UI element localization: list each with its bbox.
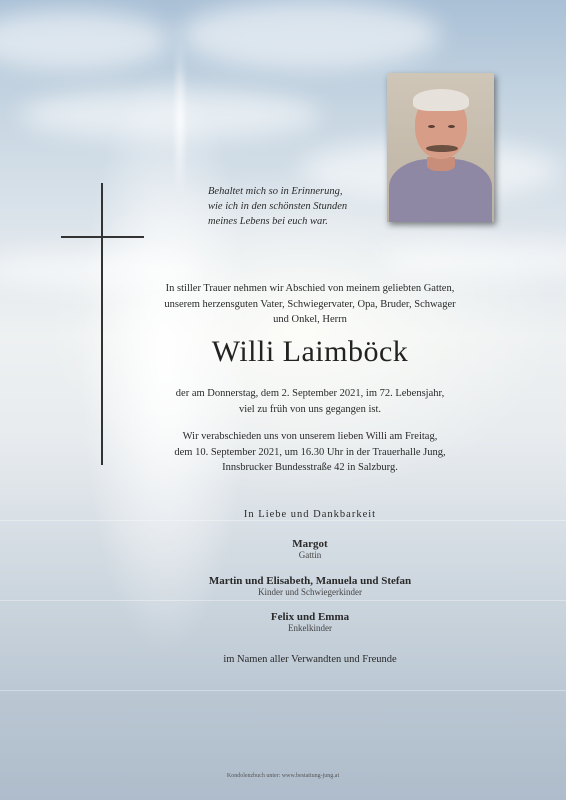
relatives-line: im Namen aller Verwandten und Freunde (223, 654, 397, 665)
cloud (0, 10, 170, 70)
closing-phrase: In Liebe und Dankbarkeit (243, 509, 377, 520)
funeral-line: Innsbrucker Bundesstraße 42 in Salzburg. (222, 462, 398, 473)
portrait-eye (428, 125, 435, 128)
mourner-role: Enkelkinder (288, 623, 332, 633)
sun-ray (176, 40, 184, 200)
condolence-link[interactable]: Kondolenzbuch unter: www.bestattung-jung.at (226, 773, 340, 779)
mourner-group (140, 538, 480, 560)
mourner-role: Kinder und Schwiegerkinder (258, 587, 362, 597)
cross-vertical (101, 183, 103, 465)
cloud (180, 0, 440, 70)
quote-line: wie ich in den schönsten Stunden (208, 201, 348, 212)
mourner-name: Martin und Elisabeth, Manuela und Stefan (208, 575, 412, 587)
quote-line: Behaltet mich so in Erinnerung, (208, 186, 343, 197)
intro-line: In stiller Trauer nehmen wir Abschied von meinem geliebten Gatten, (165, 283, 455, 294)
funeral-line: dem 10. September 2021, um 16.30 Uhr in der Trauerhalle Jung, (174, 446, 446, 458)
funeral-info (140, 429, 480, 476)
mourner-role: Gattin (298, 550, 322, 560)
intro-line: und Onkel, Herrn (273, 314, 347, 325)
quote-line: meines Lebens bei euch war. (208, 216, 328, 227)
portrait-neck (427, 157, 455, 171)
sea-reflection (0, 600, 566, 601)
cloud (380, 240, 566, 280)
portrait-mustache (426, 145, 458, 152)
intro-text (140, 281, 480, 328)
deceased-name: Willi Laimböck (211, 335, 409, 368)
death-line: viel zu früh von uns gegangen ist. (238, 403, 381, 415)
intro-line: unserem herzensguten Vater, Schwiegervater, Opa, Bruder, Schwager (164, 298, 456, 310)
cloud (20, 90, 320, 140)
mourner-group (140, 575, 480, 597)
memorial-quote (208, 184, 408, 229)
death-notice (140, 386, 480, 417)
portrait-hair (413, 89, 469, 111)
mourner-group (140, 611, 480, 633)
funeral-line: Wir verabschieden uns von unserem lieben Willi am Freitag, (182, 431, 438, 442)
mourner-name: Felix und Emma (270, 611, 350, 623)
sea-reflection (0, 690, 566, 691)
cross-horizontal (61, 236, 144, 238)
sea-reflection (0, 520, 566, 521)
mourner-name: Margot (292, 538, 328, 550)
portrait-eye (448, 125, 455, 128)
death-line: der am Donnerstag, dem 2. September 2021, im 72. Lebensjahr, (175, 388, 445, 399)
